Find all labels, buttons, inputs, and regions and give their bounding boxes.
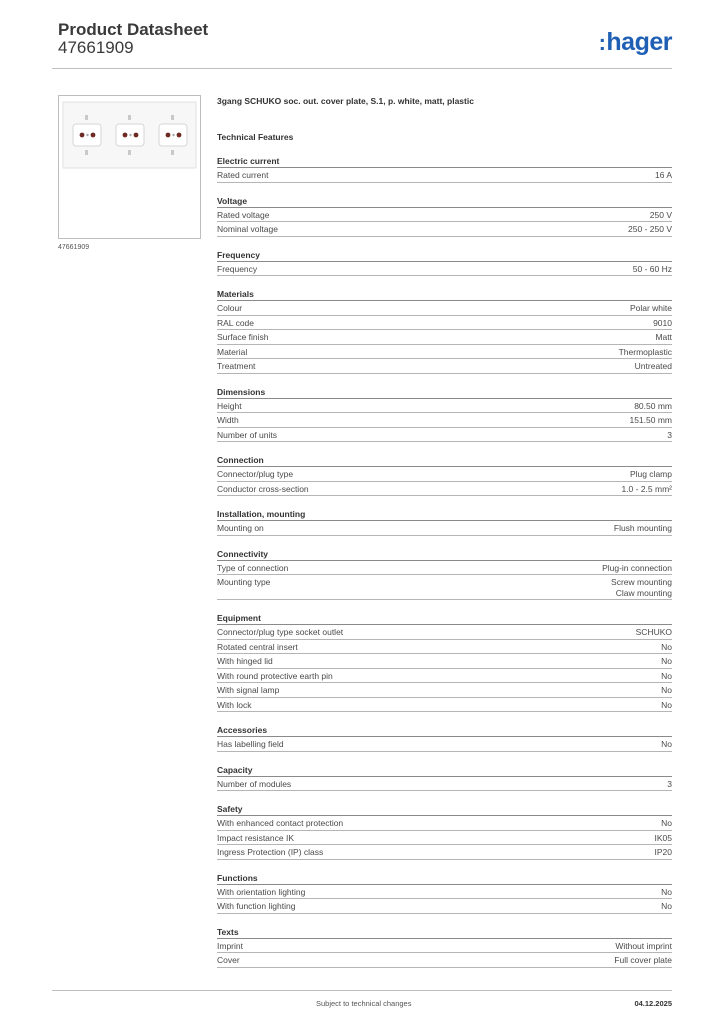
spec-value (661, 685, 672, 696)
page-title: Product Datasheet (58, 20, 209, 39)
spec-value-line: No (661, 818, 672, 828)
spec-row (217, 669, 672, 684)
spec-label: Rated current (217, 170, 269, 180)
spec-label: Number of modules (217, 778, 292, 789)
section-title: Frequency (217, 249, 672, 262)
spec-value (655, 847, 673, 858)
spec-value-line: No (661, 886, 672, 897)
socket-plate-illustration (59, 96, 200, 238)
spec-label: RAL code (217, 317, 255, 328)
spec-label: Surface finish (217, 332, 269, 342)
spec-label: With hinged lid (217, 656, 273, 666)
footer-divider (52, 990, 672, 991)
spec-value-line: No (661, 670, 672, 681)
spec-label: Number of units (217, 429, 277, 440)
spec-row (217, 777, 672, 792)
spec-value-line: Polar white (629, 303, 672, 313)
spec-value (614, 523, 672, 534)
spec-section (217, 926, 672, 968)
hager-logo: :hager (598, 28, 672, 56)
section-title: Equipment (217, 612, 672, 625)
spec-value-line: Plug-in connection (602, 562, 672, 573)
spec-value (650, 210, 672, 221)
spec-value (633, 264, 672, 275)
spec-row (217, 737, 672, 752)
spec-row (217, 482, 672, 497)
spec-value-line: Claw mounting (615, 587, 672, 598)
section-title: Safety (217, 803, 672, 816)
spec-value (635, 361, 672, 372)
spec-row (217, 575, 672, 600)
spec-row (217, 168, 672, 183)
logo-text: hager (606, 28, 672, 56)
spec-row (217, 467, 672, 482)
spec-value-line: Thermoplastic (618, 346, 672, 357)
spec-value-line: 250 V (649, 209, 672, 220)
spec-row (217, 428, 672, 443)
spec-row (217, 885, 672, 900)
spec-value-line: 50 - 60 Hz (632, 263, 672, 274)
spec-value-line: Matt (655, 332, 672, 342)
spec-row (217, 316, 672, 331)
section-title: Capacity (217, 764, 672, 777)
spec-column (217, 95, 672, 968)
spec-label: With function lighting (217, 901, 296, 911)
spec-value (630, 303, 672, 314)
spec-row (217, 222, 672, 237)
spec-row (217, 399, 672, 414)
product-description: 3gang SCHUKO soc. out. cover plate, S.1, p. white, matt, plastic (217, 96, 474, 106)
spec-value (629, 415, 672, 426)
spec-value-line: 3 (667, 778, 672, 789)
spec-label: Colour (217, 303, 243, 313)
spec-section (217, 288, 672, 374)
spec-value-line: IK05 (654, 832, 672, 843)
spec-row (217, 953, 672, 968)
spec-value (661, 642, 672, 653)
spec-value-line: Untreated (634, 361, 672, 371)
spec-label: Frequency (217, 263, 258, 274)
spec-row (217, 625, 672, 640)
spec-value (636, 627, 672, 638)
spec-label: Imprint (217, 940, 243, 951)
spec-value-line: Without imprint (615, 940, 672, 951)
section-title: Dimensions (217, 386, 672, 399)
section-title: Electric current (217, 155, 672, 168)
spec-label: Type of connection (217, 562, 289, 573)
spec-value (667, 430, 672, 441)
spec-value-line: SCHUKO (635, 627, 672, 637)
spec-label: Width (217, 415, 239, 425)
image-caption: 47661909 (58, 244, 90, 251)
spec-value-line: 250 - 250 V (628, 224, 672, 234)
spec-value (653, 318, 672, 329)
spec-value (661, 901, 672, 912)
section-title: Materials (217, 288, 672, 301)
spec-row (217, 345, 672, 360)
spec-value (655, 833, 673, 844)
spec-row (217, 640, 672, 655)
spec-value (634, 401, 672, 412)
spec-section (217, 508, 672, 536)
spec-row (217, 816, 672, 831)
spec-row (217, 330, 672, 345)
spec-value-line: No (661, 901, 672, 911)
spec-label: Impact resistance IK (217, 832, 295, 843)
section-title: Voltage (217, 195, 672, 208)
spec-value (661, 656, 672, 667)
spec-section (217, 548, 672, 601)
spec-label: Treatment (217, 361, 256, 371)
spec-label: Rated voltage (217, 209, 270, 220)
spec-value-line: 1.0 - 2.5 mm² (621, 483, 672, 494)
spec-row (217, 939, 672, 954)
spec-value (602, 563, 672, 574)
section-title: Accessories (217, 724, 672, 737)
spec-label: With orientation lighting (217, 886, 306, 897)
spec-section (217, 155, 672, 183)
spec-label: Has labelling field (217, 739, 284, 749)
spec-row (217, 262, 672, 277)
spec-value (630, 469, 672, 480)
spec-value-line: No (661, 641, 672, 652)
spec-value-line: No (661, 685, 672, 695)
spec-value (655, 170, 672, 181)
spec-section (217, 612, 672, 712)
header-divider (52, 68, 672, 69)
spec-value (661, 671, 672, 682)
spec-label: With signal lamp (217, 685, 280, 695)
spec-row (217, 413, 672, 428)
spec-section (217, 249, 672, 277)
spec-row (217, 899, 672, 914)
spec-value-line: IP20 (654, 847, 672, 857)
spec-row (217, 845, 672, 860)
spec-row (217, 561, 672, 576)
section-title: Texts (217, 926, 672, 939)
spec-row (217, 359, 672, 374)
spec-label: Cover (217, 955, 240, 965)
spec-value (619, 347, 672, 358)
spec-label: Conductor cross-section (217, 483, 309, 494)
spec-row (217, 831, 672, 846)
spec-value-line: No (661, 699, 672, 710)
spec-value (615, 941, 672, 952)
spec-value-line: Screw mounting (611, 577, 672, 587)
spec-section (217, 872, 672, 914)
spec-value (661, 739, 672, 750)
spec-value-line: Flush mounting (613, 523, 672, 533)
spec-label: Mounting type (217, 577, 271, 587)
spec-value-line: 3 (667, 429, 672, 440)
spec-value-line: Full cover plate (614, 955, 672, 965)
spec-row (217, 208, 672, 223)
spec-label: Ingress Protection (IP) class (217, 847, 324, 857)
spec-label: With enhanced contact protection (217, 818, 344, 828)
spec-value-line: No (661, 656, 672, 666)
spec-section (217, 454, 672, 496)
spec-value (628, 224, 672, 235)
spec-row (217, 654, 672, 669)
spec-section (217, 386, 672, 443)
spec-value (661, 887, 672, 898)
spec-label: Nominal voltage (217, 224, 278, 234)
spec-sections (217, 155, 672, 968)
spec-value (611, 577, 672, 598)
technical-features-heading: Technical Features (217, 132, 294, 142)
spec-label: Connector/plug type (217, 469, 294, 479)
spec-label: Material (217, 346, 248, 357)
spec-label: Rotated central insert (217, 641, 298, 652)
product-image (58, 95, 201, 239)
spec-value-line: No (661, 739, 672, 749)
spec-value-line: 80.50 mm (634, 400, 672, 411)
spec-label: With lock (217, 699, 252, 710)
spec-section (217, 724, 672, 752)
spec-value-line: Plug clamp (629, 469, 672, 479)
spec-value-line: 9010 (653, 317, 672, 328)
section-title: Installation, mounting (217, 508, 672, 521)
footer-date: 04.12.2025 (634, 999, 672, 1008)
spec-value-line: 16 A (654, 170, 672, 180)
spec-section (217, 803, 672, 860)
spec-label: With round protective earth pin (217, 670, 333, 681)
product-number: 47661909 (58, 38, 134, 57)
spec-value (655, 332, 672, 343)
spec-section (217, 764, 672, 792)
spec-value (661, 700, 672, 711)
spec-label: Connector/plug type socket outlet (217, 627, 344, 637)
section-title: Connection (217, 454, 672, 467)
spec-row (217, 301, 672, 316)
spec-value-line: 151.50 mm (629, 415, 672, 425)
spec-label: Mounting on (217, 523, 264, 533)
section-title: Connectivity (217, 548, 672, 561)
spec-row (217, 521, 672, 536)
spec-row (217, 683, 672, 698)
spec-value (667, 779, 672, 790)
spec-row (217, 698, 672, 713)
spec-value (621, 484, 672, 495)
spec-value (661, 818, 672, 829)
spec-label: Height (217, 400, 242, 411)
section-title: Functions (217, 872, 672, 885)
footer-note: Subject to technical changes (316, 999, 412, 1008)
spec-section (217, 195, 672, 237)
spec-value (614, 955, 672, 966)
